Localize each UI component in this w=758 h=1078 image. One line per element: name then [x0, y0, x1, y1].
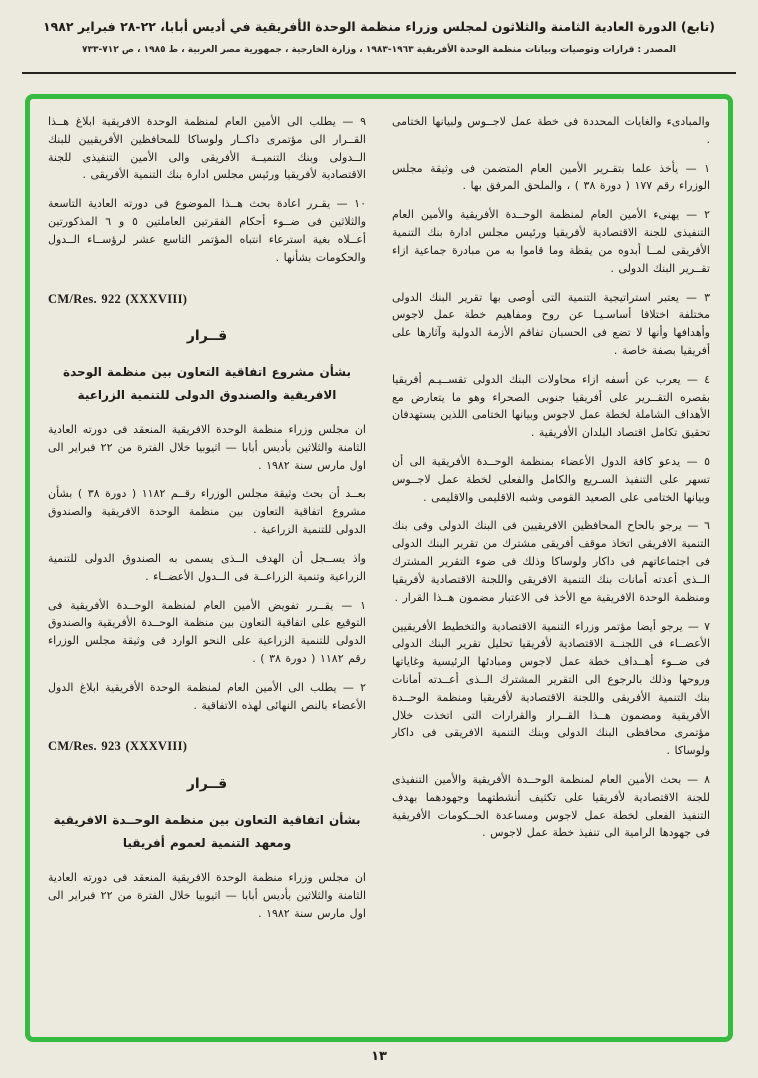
header-divider — [22, 72, 736, 74]
source-citation: المصدر : قرارات وتوصيات وبيانات منظمة الوحدة الأفريقية ١٩٦٣-١٩٨٣ ، وزارة الخارجية ، جمهورية مصر العربية ، ط ١٩٨٥ ، ص ٧١٢-٧٣٣ — [81, 44, 677, 55]
clause-5: ٥ — يدعو كافة الدول الأعضاء بمنظمة الوحــدة الأفريقية الى أن تسهر على التنفيذ السـريع والكامل والفعلى لخطة عمل لاجــوس وبيانها الختامى على الصعيد القومى وشبه الاقليمى والاقليمى . — [392, 455, 710, 504]
clause-8: ٨ — بحث الأمين العام لمنظمة الوحــدة الأفريقية والأمين التنفيذى للجنة الاقتصادية لأفريقيا على تكثيف أنشطتهما وجهودهما بهدف التنفيذ الفعلى لخطة عمل لاجوس ومساعدة الحــكومات الأفريقية فى جهودها الرامية الى تنفيذ خطة عمل لاجوس . — [392, 773, 710, 840]
clause-2: ٢ — يهنىء الأمين العام لمنظمة الوحــدة الأفريقية والأمين العام التنفيذى للجنة الاقتصادية لأفريقيا ورئيس مجلس ادارة بنك التنمية الأفريقى لمــا أبدوه من يقظة وما قاموا به من مبادرة جماعية ازاء تقــرير البنك الدولى . — [392, 208, 710, 275]
clause-1: ١ — يأخذ علما بتقـرير الأمين العام المتضمن فى وثيقة مجلس الوزراء رقم ١٧٧ ( دورة ٣٨ ) ، والملحق المرفق بها . — [392, 161, 710, 193]
preamble-objective: واذ يســجل أن الهدف الــذى يسمى به الصندوق الدولى للتنمية الزراعية وتنمية الزراعــة فى الــدول الأعضــاء . — [48, 551, 366, 583]
clause-3: ٣ — يعتبر استراتيجية التنمية التى أوصى بها تقرير البنك الدولى مختلفة اختلافا أساسـيـا عن روح ومفاهيم خطة عمل لاجوس وأهدافها وأنها لا تضع فى الحسبان تفاقم الأزمة الدولية وآثارها على أفريقيا بصفة خاصة . — [392, 290, 710, 357]
resolution-title-2: قــرار — [186, 775, 228, 792]
clause-7: ٧ — يرجو أيضا مؤتمر وزراء التنمية الاقتصادية والتخطيط الأفريقيين الأعضــاء فى اللجنــة الاقتصادية لأفريقيا تحليل تقرير البنك الدولى فى ضــوء أهــداف خطة عمل لاجوس ومبادئها الرئيسية وغاياتها وروحها وذلك بالرجوع الى التقرير المشترك الــذى أعــدته أمانات بنك التنمية الأفريقى واللجنة الاقتصادية لأفريقيا ومنظمة الوحــدة الأفريقية ومضمون هــذا القــرار والقرارات التى اتخذت خلال مؤتمرى محافظى البنك الدولى وبنك التنمية الافريقى فى داكار ولوساكا . — [392, 619, 710, 758]
page-header — [14, 18, 744, 56]
paragraph-preamble: والمبادىء والغايات المحددة فى خطة عمل لاجــوس ولبيانها الختامى . — [392, 115, 710, 146]
clause-9: ٩ — يطلب الى الأمين العام لمنظمة الوحدة الافريقية ابلاغ هــذا القــرار الى مؤتمرى داكــار ولوساكا للمحافظين الأفريقيين للبنك الــدولى وبنك التنميــة الأفريقى والى الأمين التنفيذى للجنة الاقتصادية لأفريقيا ورئيس مجلس ادارة بنك التنمية الأفريقى . — [48, 115, 366, 182]
content-frame — [25, 94, 733, 1042]
right-column — [392, 113, 710, 1027]
operative-clause-1: ١ — يقــرر تفويض الأمين العام لمنظمة الوحــدة الأفريقية فى التوقيع على اتفاقية التعاون بين منظمة الوحــدة الأفريقية والصندوق الدولى للتنمية الزراعية على النحو الوارد فى وثيقة مجلس الوزراء رقم ١١٨٢ ( دورة ٣٨ ) . — [48, 598, 366, 665]
resolution-ref-923: CM/Res. 923 (XXXVIII) — [48, 739, 188, 754]
preamble-session-2: ان مجلس وزراء منظمة الوحدة الافريقية المنعقد فى دورته العادية الثامنة والثلاثين بأديس أبابا — اثيوبيا خلال الفترة من ٢٢ فبراير الى اول مارس سنة ١٩٨٢ . — [48, 870, 366, 920]
session-title: (تابع) الدورة العادية الثامنة والثلاثون لمجلس وزراء منظمة الوحدة الأفريقية في أديس أبابا، ٢٢-٢٨ فبراير ١٩٨٢ — [43, 19, 715, 34]
clause-6: ٦ — يرجو بالحاح المحافظين الافريقيين فى البنك الدولى وفى بنك التنمية الافريقى اتخاذ موقف أفريقى مشترك من تقرير البنك الدولى فى اجتماعاتهم فى داكار ولوساكا وذلك فى ضوء التقرير المشترك الــذى أعدته أمانات بنك التنمية الافريقى واللجنة الاقتصادية لأفريقيا ومنظمة الوحدة الافريقية مع الأخذ فى الاعتبار مضمون هــذا القرار . — [392, 519, 710, 604]
preamble-session: ان مجلس وزراء منظمة الوحدة الافريقية المنعقد فى دورته العادية الثامنة والثلاثين بأديس أبابا — اثيوبيا خلال الفترة من ٢٢ فبراير الى اول مارس سنة ١٩٨٢ . — [48, 423, 366, 472]
clause-10: ١٠ — يقـرر اعادة بحث هــذا الموضوع فى دورته العادية التاسعة والثلاثين فى ضــوء أحكام الفقرتين العاملتين ٥ و ٦ المذكورتين أعــلاه بغية استرعاء انتباه المؤتمر التاسع عشر لرؤســاء الــدول والحكومات بشأنها . — [48, 197, 366, 264]
resolution-subject-923: بشأن اتفاقية التعاون بين منظمة الوحــدة الافريقية ومعهد التنمية لعموم أفريقيا — [53, 813, 361, 851]
resolution-title: قــرار — [186, 327, 228, 344]
operative-clause-2: ٢ — يطلب الى الأمين العام لمنظمة الوحدة الأفريقية ابلاغ الدول الأعضاء بالنص النهائى لهذه الاتفاقية . — [48, 680, 366, 712]
clause-4: ٤ — يعرب عن أسفه ازاء محاولات البنك الدولى تقســيـم أفريقيا بقصره التقــرير على أفريقيا جنوبى الصحراء وهو ما يتعارض مع الأهداف الشاملة لخطة عمل لاجوس وبيانها الختامى اللذين يستهدفان تحقيق تكامل اقتصاد البلدان الأفريقية . — [392, 372, 710, 440]
left-column — [48, 113, 366, 1027]
resolution-subject-922: بشأن مشروع اتفاقية التعاون بين منظمة الوحدة الافريقية والصندوق الدولى للتنمية الزراعية — [63, 365, 351, 403]
preamble-document: بعــد أن بحث وثيقة مجلس الوزراء رقــم ١١٨٢ ( دورة ٣٨ ) بشأن مشروع اتفاقية التعاون بين منظمة الوحدة الافريقية والصندوق الدولى للتنمية الزراعية . — [48, 487, 366, 537]
two-column-text — [30, 99, 728, 1037]
page-number: ١٣ — [371, 1049, 387, 1064]
resolution-ref-922: CM/Res. 922 (XXXVIII) — [48, 291, 188, 306]
